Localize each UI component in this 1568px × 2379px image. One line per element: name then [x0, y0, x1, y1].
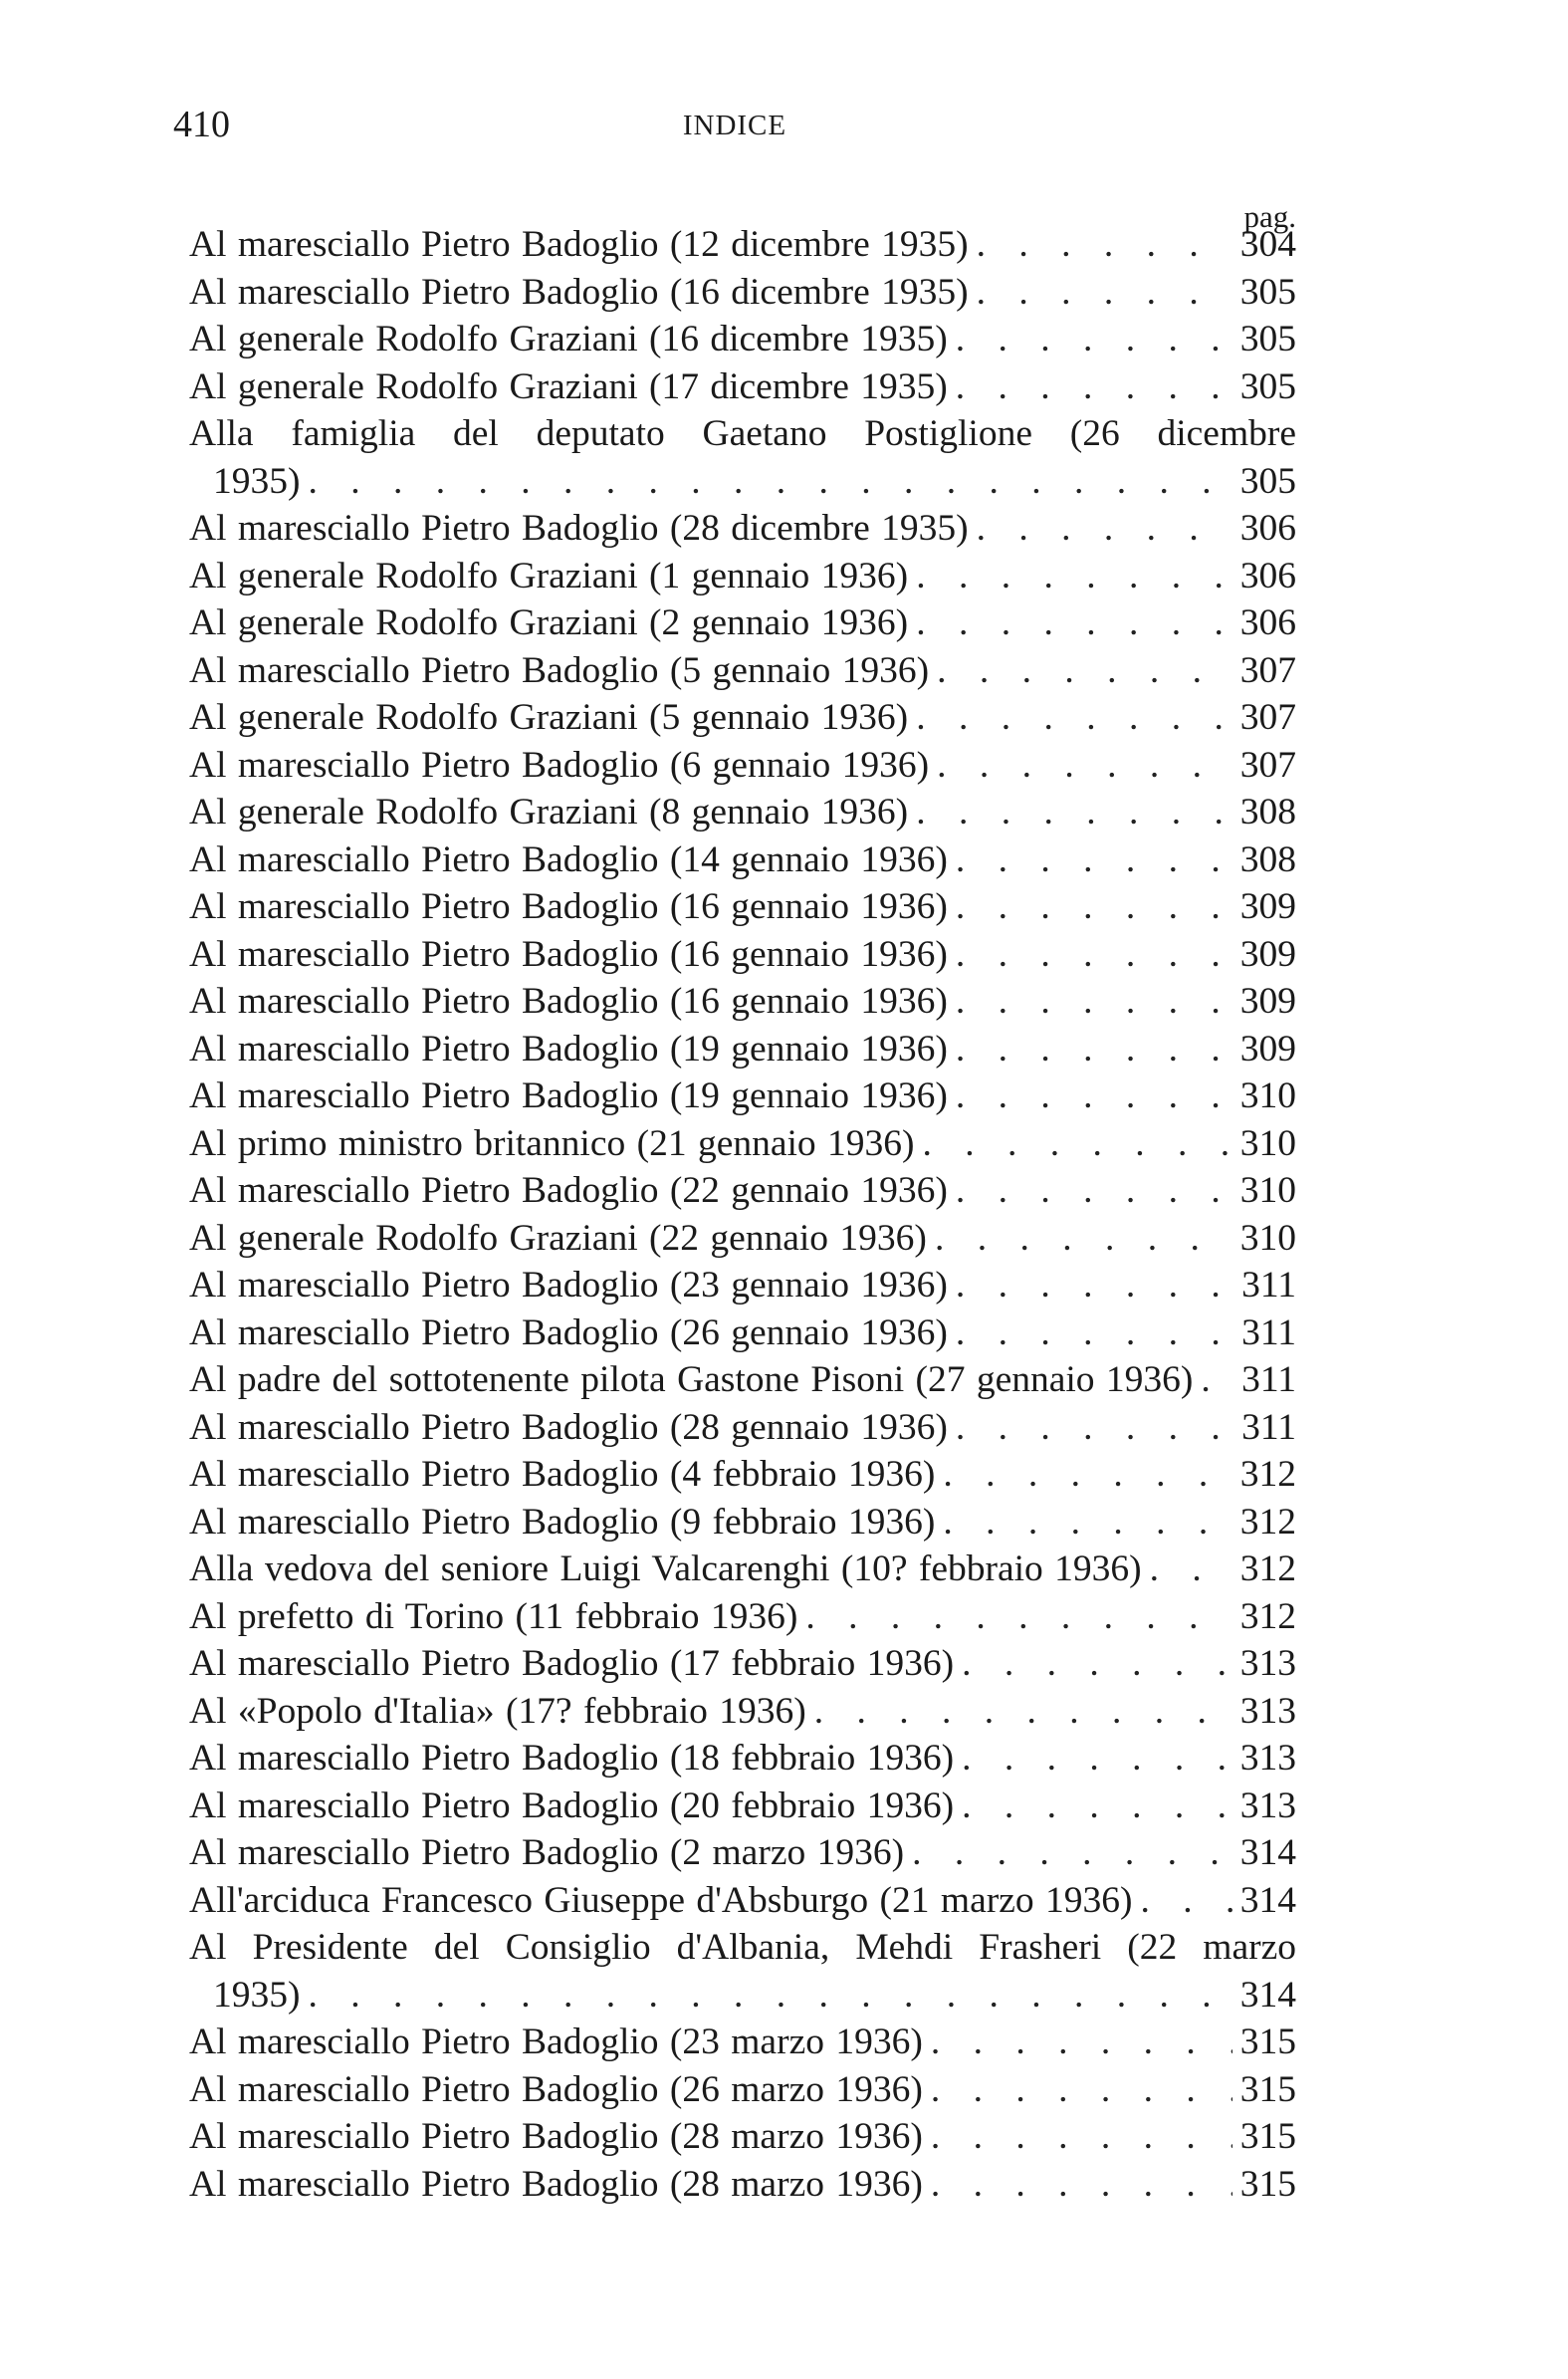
dot-leader	[929, 742, 1232, 790]
entry-title: Al maresciallo Pietro Badoglio (5 gennaio 1936)	[189, 649, 930, 691]
toc-entry	[189, 599, 1296, 647]
entry-line	[189, 553, 1296, 600]
dot-leader	[935, 1499, 1232, 1546]
entry-line	[189, 221, 1296, 269]
toc-entry	[189, 1404, 1296, 1452]
entry-title: Alla vedova del seniore Luigi Valcarenghi (10? febbraio 1936)	[189, 1548, 1142, 1589]
entry-page-number: 312	[1239, 1595, 1296, 1637]
toc-entry	[189, 1688, 1296, 1736]
toc-entry	[189, 1499, 1296, 1546]
entry-title: Al generale Rodolfo Graziani (2 gennaio 1936)	[189, 602, 909, 643]
dot-leader	[1142, 1546, 1232, 1593]
dot-leader	[806, 1688, 1232, 1736]
entry-title: Al padre del sottotenente pilota Gastone Pisoni (27 gennaio 1936)	[189, 1359, 1194, 1400]
entry-page-number: 310	[1239, 1170, 1296, 1211]
entry-title: Al maresciallo Pietro Badoglio (28 dicembre 1935)	[189, 508, 969, 549]
entry-page-number: 306	[1239, 508, 1296, 549]
entry-page-number: 314	[1239, 1974, 1296, 2016]
entry-line	[189, 505, 1296, 553]
entry-line	[189, 1262, 1296, 1309]
dot-leader	[954, 1640, 1232, 1688]
dot-leader	[904, 1829, 1232, 1877]
entry-page-number: 313	[1239, 1784, 1296, 1826]
entry-title: Al maresciallo Pietro Badoglio (26 gennaio 1936)	[189, 1311, 948, 1353]
toc-entry	[189, 2113, 1296, 2161]
dot-leader	[908, 694, 1232, 742]
toc-entry	[189, 1167, 1296, 1215]
entry-line	[189, 694, 1296, 742]
entry-page-number: 309	[1239, 1028, 1296, 1070]
entry-page-number: 315	[1239, 2068, 1296, 2110]
entry-title: Al maresciallo Pietro Badoglio (19 gennaio 1936)	[189, 1028, 948, 1070]
entry-page-number: 308	[1239, 792, 1296, 833]
entry-line	[189, 836, 1296, 884]
entry-page-number: 312	[1239, 1501, 1296, 1543]
entry-title: Al maresciallo Pietro Badoglio (16 gennaio 1936)	[189, 886, 948, 927]
entry-title: Al generale Rodolfo Graziani (22 gennaio 1936)	[189, 1217, 927, 1259]
entry-title: Al maresciallo Pietro Badoglio (17 febbraio 1936)	[189, 1643, 955, 1684]
entry-page-number: 305	[1239, 271, 1296, 313]
dot-leader	[929, 647, 1232, 695]
entry-title: 1935)	[213, 1974, 301, 2016]
entry-line	[189, 1356, 1296, 1404]
dot-leader	[1193, 1356, 1232, 1404]
dot-leader	[927, 1215, 1232, 1263]
toc-entry	[189, 1546, 1296, 1593]
entry-page-number: 315	[1239, 2163, 1296, 2205]
dot-leader	[301, 1972, 1233, 2020]
entry-line	[189, 1120, 1296, 1168]
toc-entry	[189, 1356, 1296, 1404]
entry-line	[189, 2161, 1296, 2209]
dot-leader	[969, 221, 1232, 269]
entry-line	[189, 742, 1296, 790]
entry-page-number: 309	[1239, 981, 1296, 1022]
dot-leader	[948, 316, 1232, 363]
entry-title: Al maresciallo Pietro Badoglio (6 gennaio 1936)	[189, 744, 930, 786]
entry-line	[189, 269, 1296, 317]
dot-leader	[948, 1072, 1232, 1120]
entry-page-number: 312	[1239, 1454, 1296, 1495]
entry-line	[189, 1783, 1296, 1830]
entry-line	[189, 458, 1296, 506]
entry-title: Al maresciallo Pietro Badoglio (16 dicembre 1935)	[189, 271, 969, 313]
entry-title: Al maresciallo Pietro Badoglio (23 gennaio 1936)	[189, 1265, 948, 1306]
running-head	[173, 102, 1296, 147]
toc-entry	[189, 931, 1296, 979]
entry-line	[189, 1499, 1296, 1546]
dot-leader	[915, 1120, 1232, 1168]
dot-leader	[923, 2113, 1232, 2161]
toc-entry	[189, 316, 1296, 363]
dot-leader	[797, 1593, 1232, 1641]
dot-leader	[969, 505, 1232, 553]
entry-page-number: 311	[1241, 1311, 1296, 1353]
table-of-contents	[189, 221, 1296, 2208]
entry-title: Al maresciallo Pietro Badoglio (28 marzo 1936)	[189, 2163, 923, 2205]
entry-page-number: 305	[1239, 365, 1296, 407]
toc-entry	[189, 883, 1296, 931]
toc-entry	[189, 1215, 1296, 1263]
entry-page-number: 310	[1239, 1217, 1296, 1259]
entry-title: Al maresciallo Pietro Badoglio (26 marzo 1936)	[189, 2068, 923, 2110]
entry-line	[189, 2066, 1296, 2114]
dot-leader	[948, 1167, 1232, 1215]
entry-line	[189, 789, 1296, 836]
entry-line	[189, 1735, 1296, 1783]
entry-title: Al maresciallo Pietro Badoglio (4 febbraio 1936)	[189, 1454, 936, 1495]
dot-leader	[954, 1735, 1232, 1783]
entry-page-number: 309	[1239, 886, 1296, 927]
entry-line	[189, 1072, 1296, 1120]
entry-line	[189, 1972, 1296, 2020]
entry-title: Al maresciallo Pietro Badoglio (18 febbraio 1936)	[189, 1738, 955, 1779]
entry-line	[189, 1404, 1296, 1452]
toc-entry	[189, 742, 1296, 790]
entry-title: Al maresciallo Pietro Badoglio (16 gennaio 1936)	[189, 981, 948, 1022]
entry-page-number: 306	[1239, 555, 1296, 596]
entry-line	[189, 1309, 1296, 1357]
dot-leader	[908, 553, 1232, 600]
toc-entry	[189, 1640, 1296, 1688]
entry-title: Al maresciallo Pietro Badoglio (20 febbraio 1936)	[189, 1784, 955, 1826]
entry-title: Al maresciallo Pietro Badoglio (28 gennaio 1936)	[189, 1406, 948, 1448]
dot-leader	[948, 363, 1232, 411]
entry-line	[189, 1877, 1296, 1925]
entry-page-number: 311	[1241, 1406, 1296, 1448]
entry-title: Al prefetto di Torino (11 febbraio 1936)	[189, 1595, 798, 1637]
toc-entry	[189, 978, 1296, 1026]
entry-title: Al maresciallo Pietro Badoglio (22 gennaio 1936)	[189, 1170, 948, 1211]
dot-leader	[948, 1262, 1232, 1309]
page-column-label: pag.	[1243, 199, 1296, 234]
entry-title: Al generale Rodolfo Graziani (16 dicembre 1935)	[189, 319, 948, 359]
toc-entry	[189, 269, 1296, 317]
toc-entry	[189, 1026, 1296, 1073]
dot-leader	[948, 1404, 1232, 1452]
toc-entry	[189, 2019, 1296, 2066]
entry-title: Al maresciallo Pietro Badoglio (14 gennaio 1936)	[189, 838, 948, 880]
section-title: INDICE	[682, 110, 787, 141]
entry-page-number: 314	[1239, 1832, 1296, 1873]
dot-leader	[948, 883, 1232, 931]
toc-entry	[189, 221, 1296, 269]
entry-page-number: 315	[1239, 2116, 1296, 2157]
toc-entry	[189, 1593, 1296, 1641]
entry-line	[189, 647, 1296, 695]
toc-entry	[189, 410, 1296, 505]
entry-line	[189, 1688, 1296, 1736]
toc-entry	[189, 647, 1296, 695]
dot-leader	[1132, 1877, 1232, 1925]
dot-leader	[969, 269, 1232, 317]
toc-entry	[189, 2066, 1296, 2114]
entry-page-number: 310	[1239, 1122, 1296, 1164]
entry-title-first-line: Alla famiglia del deputato Gaetano Postiglione (26 dicembre	[189, 413, 1296, 454]
entry-title: Al maresciallo Pietro Badoglio (23 marzo 1936)	[189, 2022, 923, 2062]
entry-page-number: 315	[1239, 2022, 1296, 2062]
entry-page-number: 307	[1239, 744, 1296, 786]
dot-leader	[948, 1026, 1232, 1073]
entry-page-number: 304	[1239, 224, 1296, 265]
entry-line	[189, 1215, 1296, 1263]
entry-title: Al maresciallo Pietro Badoglio (2 marzo 1936)	[189, 1832, 905, 1873]
toc-entry	[189, 1309, 1296, 1357]
entry-page-number: 305	[1239, 319, 1296, 359]
entry-page-number: 313	[1239, 1690, 1296, 1732]
toc-entry	[189, 694, 1296, 742]
entry-line	[189, 2113, 1296, 2161]
entry-line	[189, 1593, 1296, 1641]
entry-title: 1935)	[213, 460, 301, 502]
entry-title: Al maresciallo Pietro Badoglio (19 gennaio 1936)	[189, 1075, 948, 1116]
dot-leader	[908, 599, 1232, 647]
entry-title: Al «Popolo d'Italia» (17? febbraio 1936)	[189, 1690, 806, 1732]
entry-page-number: 311	[1241, 1359, 1296, 1400]
toc-entry	[189, 1262, 1296, 1309]
entry-page-number: 307	[1239, 697, 1296, 738]
entry-line	[189, 363, 1296, 411]
entry-line	[189, 883, 1296, 931]
dot-leader	[923, 2161, 1232, 2209]
toc-entry	[189, 505, 1296, 553]
entry-title: Al generale Rodolfo Graziani (17 dicembre 1935)	[189, 365, 948, 407]
entry-page-number: 310	[1239, 1075, 1296, 1116]
entry-page-number: 306	[1239, 602, 1296, 643]
dot-leader	[923, 2066, 1232, 2114]
entry-line	[189, 978, 1296, 1026]
toc-entry	[189, 836, 1296, 884]
entry-title-first-line: Al Presidente del Consiglio d'Albania, Mehdi Frasheri (22 marzo	[189, 1927, 1296, 1968]
entry-title: Al generale Rodolfo Graziani (5 gennaio 1936)	[189, 697, 909, 738]
entry-line	[189, 1640, 1296, 1688]
toc-entry	[189, 363, 1296, 411]
entry-line	[189, 1451, 1296, 1499]
dot-leader	[908, 789, 1232, 836]
toc-entry	[189, 1877, 1296, 1925]
toc-entry	[189, 1072, 1296, 1120]
dot-leader	[948, 1309, 1232, 1357]
dot-leader	[948, 978, 1232, 1026]
entry-title: Al maresciallo Pietro Badoglio (9 febbraio 1936)	[189, 1501, 936, 1543]
toc-entry	[189, 1735, 1296, 1783]
entry-line	[189, 1829, 1296, 1877]
entry-page-number: 313	[1239, 1738, 1296, 1779]
toc-entry	[189, 2161, 1296, 2209]
entry-line	[189, 599, 1296, 647]
entry-title: Al maresciallo Pietro Badoglio (12 dicembre 1935)	[189, 224, 969, 265]
toc-entry	[189, 1924, 1296, 2019]
entry-title: Al primo ministro britannico (21 gennaio 1936)	[189, 1122, 915, 1164]
toc-entry	[189, 789, 1296, 836]
entry-page-number: 313	[1239, 1643, 1296, 1684]
entry-page-number: 314	[1239, 1879, 1296, 1921]
entry-line	[189, 2019, 1296, 2066]
entry-page-number: 309	[1239, 933, 1296, 975]
toc-entry	[189, 553, 1296, 600]
entry-line	[189, 1026, 1296, 1073]
dot-leader	[923, 2019, 1232, 2066]
entry-title: Al generale Rodolfo Graziani (1 gennaio 1936)	[189, 555, 909, 596]
dot-leader	[954, 1783, 1232, 1830]
entry-line	[189, 931, 1296, 979]
page-number: 410	[173, 104, 230, 145]
toc-entry	[189, 1829, 1296, 1877]
entry-title: Al maresciallo Pietro Badoglio (28 marzo 1936)	[189, 2116, 923, 2157]
entry-line	[189, 316, 1296, 363]
entry-page-number: 308	[1239, 838, 1296, 880]
entry-page-number: 311	[1241, 1265, 1296, 1306]
dot-leader	[948, 836, 1232, 884]
entry-page-number: 312	[1239, 1548, 1296, 1589]
dot-leader	[935, 1451, 1232, 1499]
entry-page-number: 305	[1239, 460, 1296, 502]
entry-title: Al maresciallo Pietro Badoglio (16 gennaio 1936)	[189, 933, 948, 975]
entry-line	[189, 1546, 1296, 1593]
dot-leader	[948, 931, 1232, 979]
entry-title: Al generale Rodolfo Graziani (8 gennaio 1936)	[189, 792, 909, 833]
entry-title: All'arciduca Francesco Giuseppe d'Absburgo (21 marzo 1936)	[189, 1879, 1133, 1921]
entry-page-number: 307	[1239, 649, 1296, 691]
toc-entry	[189, 1451, 1296, 1499]
toc-entry	[189, 1120, 1296, 1168]
dot-leader	[301, 458, 1233, 506]
entry-line	[189, 1167, 1296, 1215]
toc-entry	[189, 1783, 1296, 1830]
